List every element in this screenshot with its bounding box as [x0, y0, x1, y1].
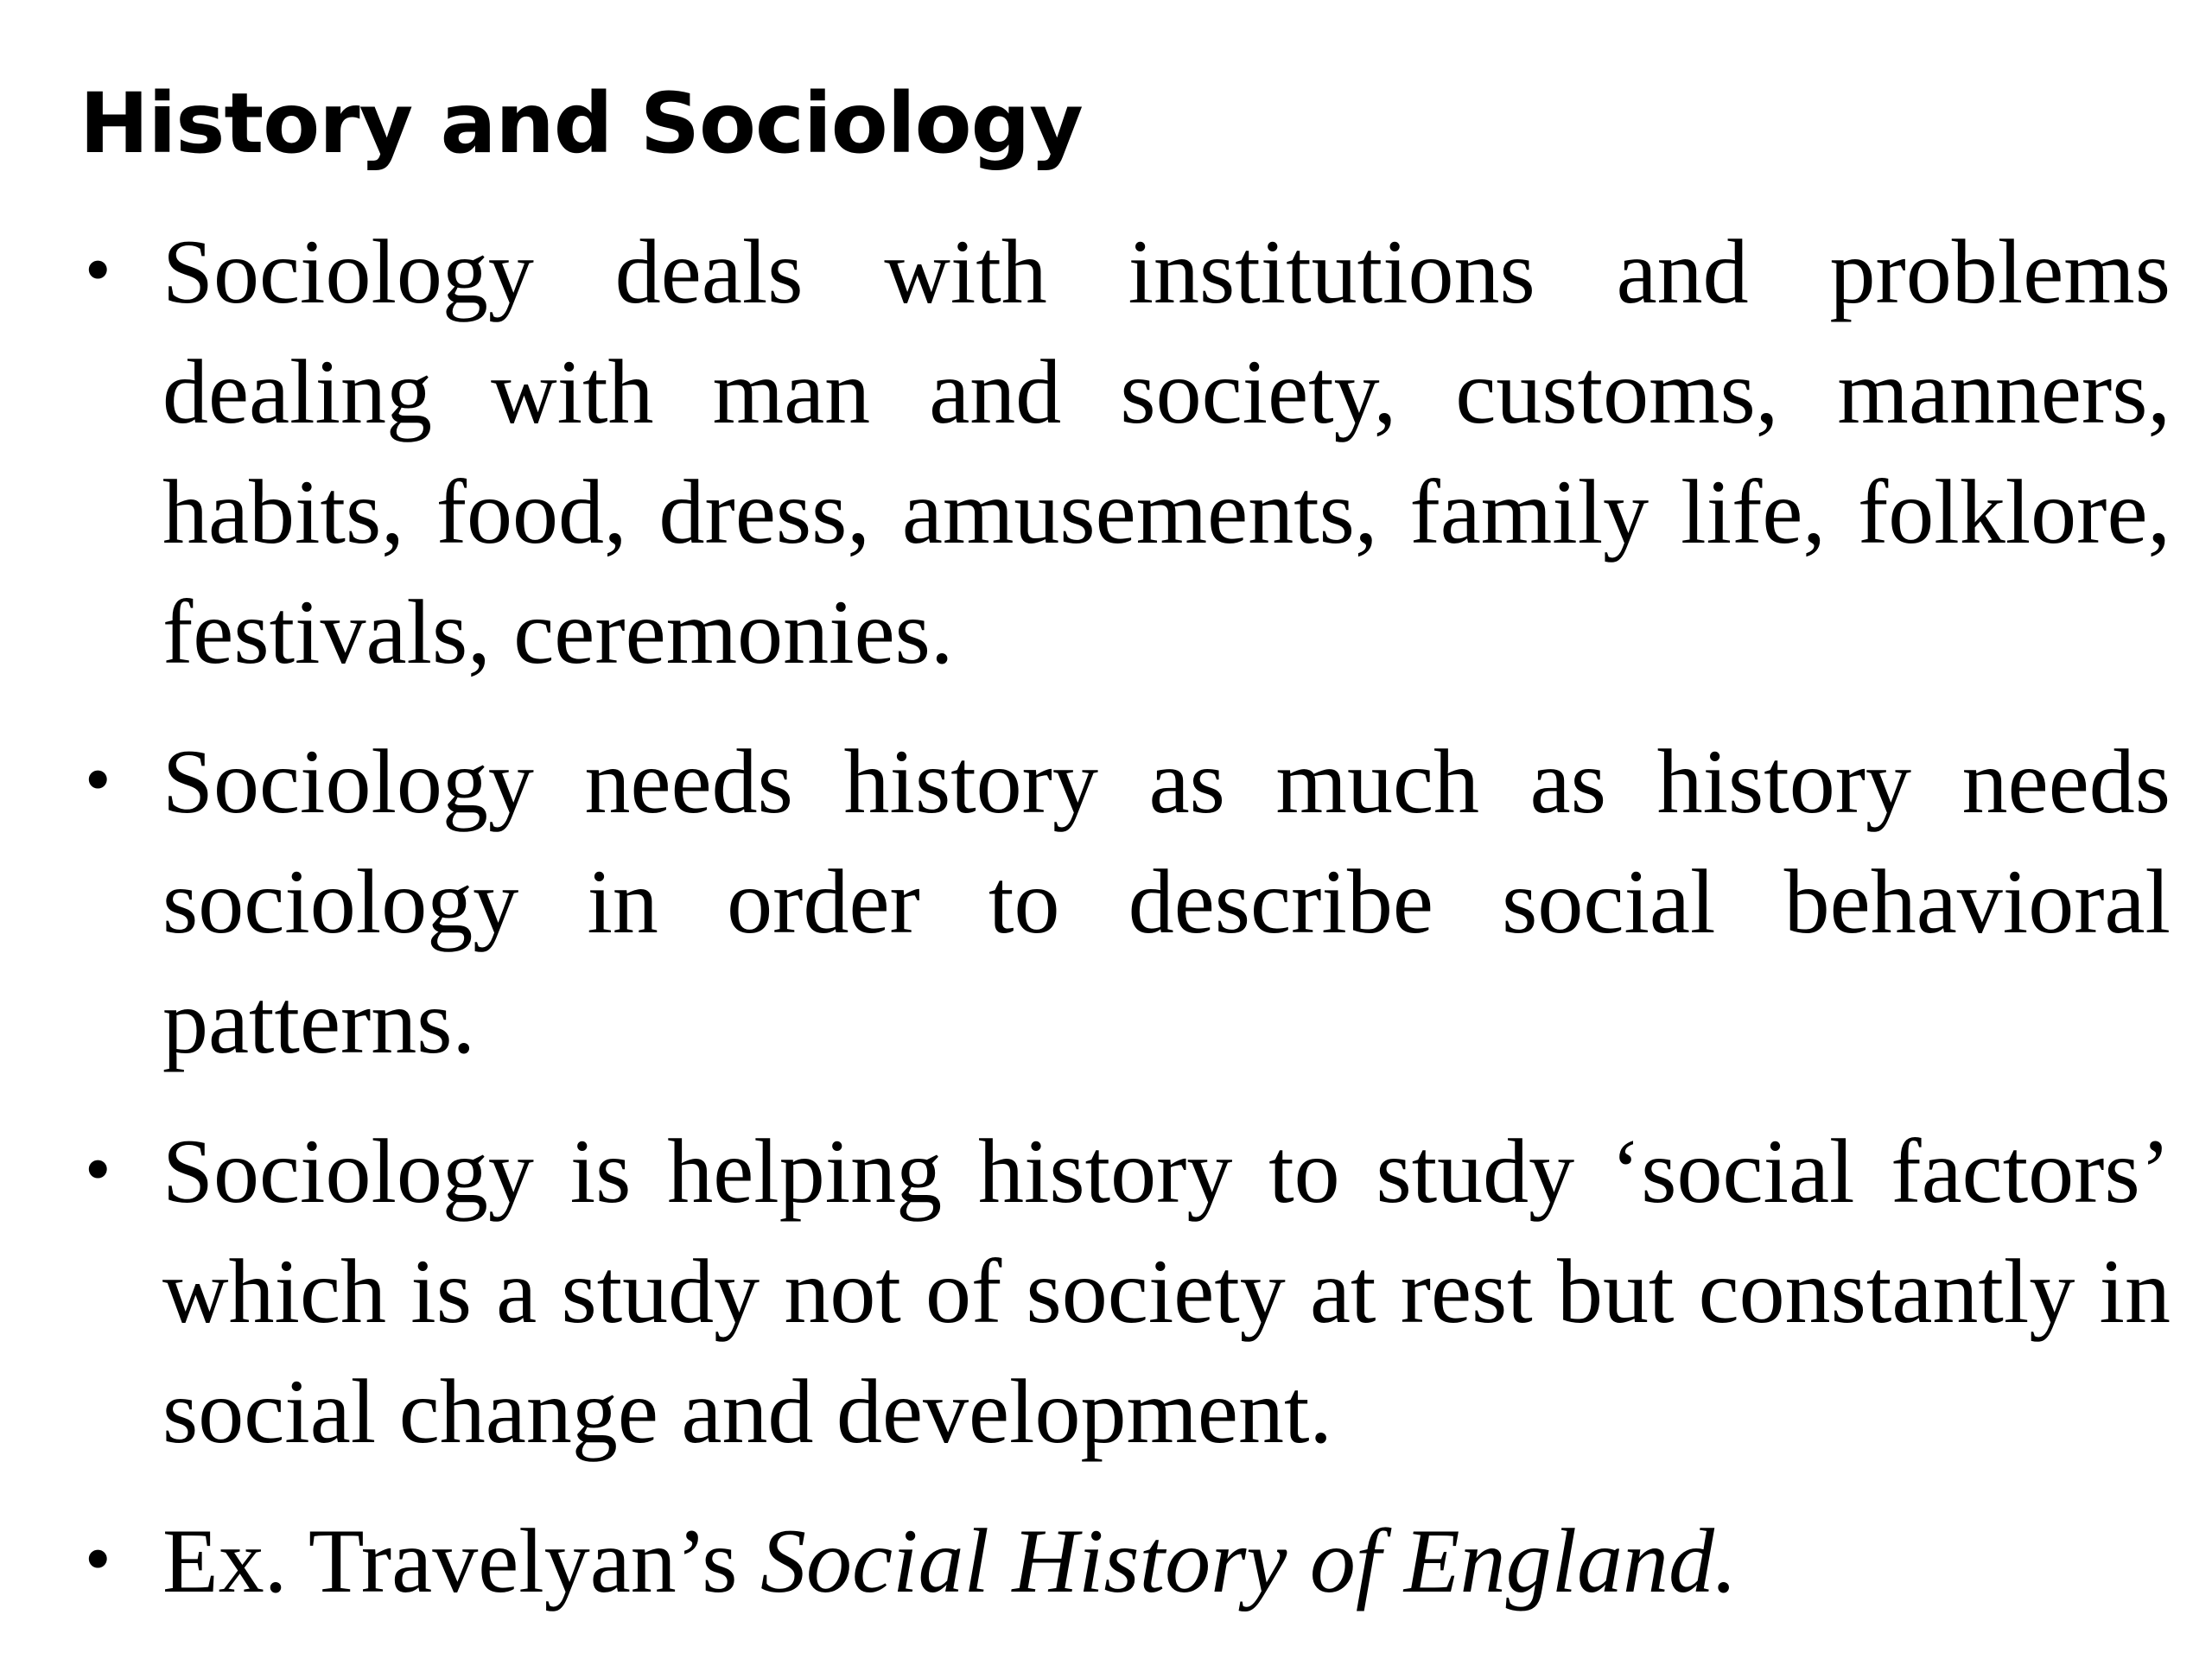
slide-title: History and Sociology [79, 75, 1083, 172]
bullet-icon: • [79, 1524, 117, 1597]
bullet-icon: • [79, 1135, 117, 1207]
bullet-text: Sociology needs history as much as history needs sociology in order to describe social behavioral patterns. [162, 731, 2171, 1072]
bullet-text-example [162, 1501, 2171, 1621]
bullet-item [79, 1501, 2171, 1621]
bullet-text: Sociology is helping history to study ‘social factors’ which is a study not of society at rest but constantly in social change and development. [162, 1121, 2171, 1462]
bullet-item [79, 721, 2171, 1082]
bullet-icon: • [79, 235, 117, 308]
bullet-item [79, 212, 2171, 692]
bullet-item [79, 1111, 2171, 1471]
example-prefix: Ex. Travelyan’s [162, 1510, 760, 1611]
book-title: Social History of England. [760, 1510, 1738, 1611]
bullet-icon: • [79, 745, 117, 817]
bullet-text: Sociology deals with institutions and problems dealing with man and society, customs, manners, habits, food, dress, amusements, family life, folklore, festivals, ceremonies. [162, 221, 2171, 683]
bullet-list [79, 212, 2171, 1650]
